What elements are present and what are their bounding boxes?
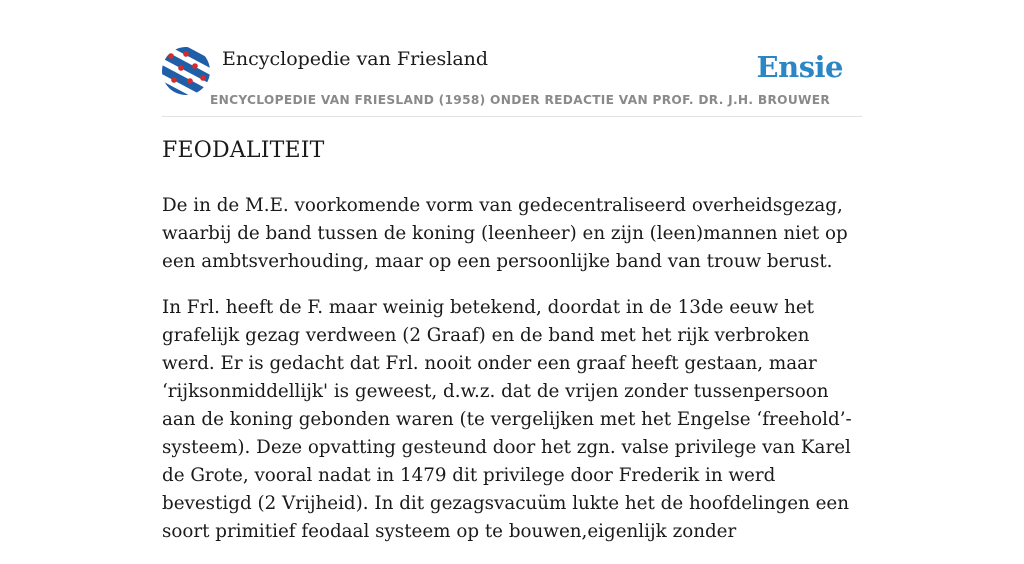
source-title[interactable]: Encyclopedie van Friesland: [222, 48, 489, 70]
article-body: [162, 192, 862, 564]
frisian-flag-icon[interactable]: [162, 47, 210, 95]
source-header: [162, 46, 862, 117]
source-subtitle: ENCYCLOPEDIE VAN FRIESLAND (1958) ONDER REDACTIE VAN PROF. DR. J.H. BROUWER: [210, 93, 831, 107]
article-paragraph: De in de M.E. voorkomende vorm van gedecentraliseerd overheidsgezag, waarbij de band tussen de koning (leenheer) en zijn (leen)mannen niet op een ambtsverhouding, maar op een persoonlijke band van trouw berust.: [162, 195, 848, 272]
article-title: FEODALITEIT: [162, 138, 325, 163]
article-paragraph: In Frl. heeft de F. maar weinig betekend, doordat in de 13de eeuw het grafelijk gezag verdween (2 Graaf) en de band met het rijk verbroken werd. Er is gedacht dat Frl. nooit onder een graaf heeft gestaan, maar ‘rijksonmiddellijk' is geweest, d.w.z. dat de vrijen zonder tussenpersoon aan de koning gebonden waren (te vergelijken met het Engelse ‘freehold’-systeem). Deze opvatting gesteund door het zgn. valse privilege van Karel de Grote, vooral nadat in 1479 dit privilege door Frederik in werd bevestigd (2 Vrijheid). In dit gezagsvacuüm lukte het de hoofdelingen een soort primitief feodaal systeem op te bouwen,eigenlijk zonder: [162, 297, 852, 542]
ensie-brand-logo[interactable]: Ensie: [756, 50, 843, 84]
